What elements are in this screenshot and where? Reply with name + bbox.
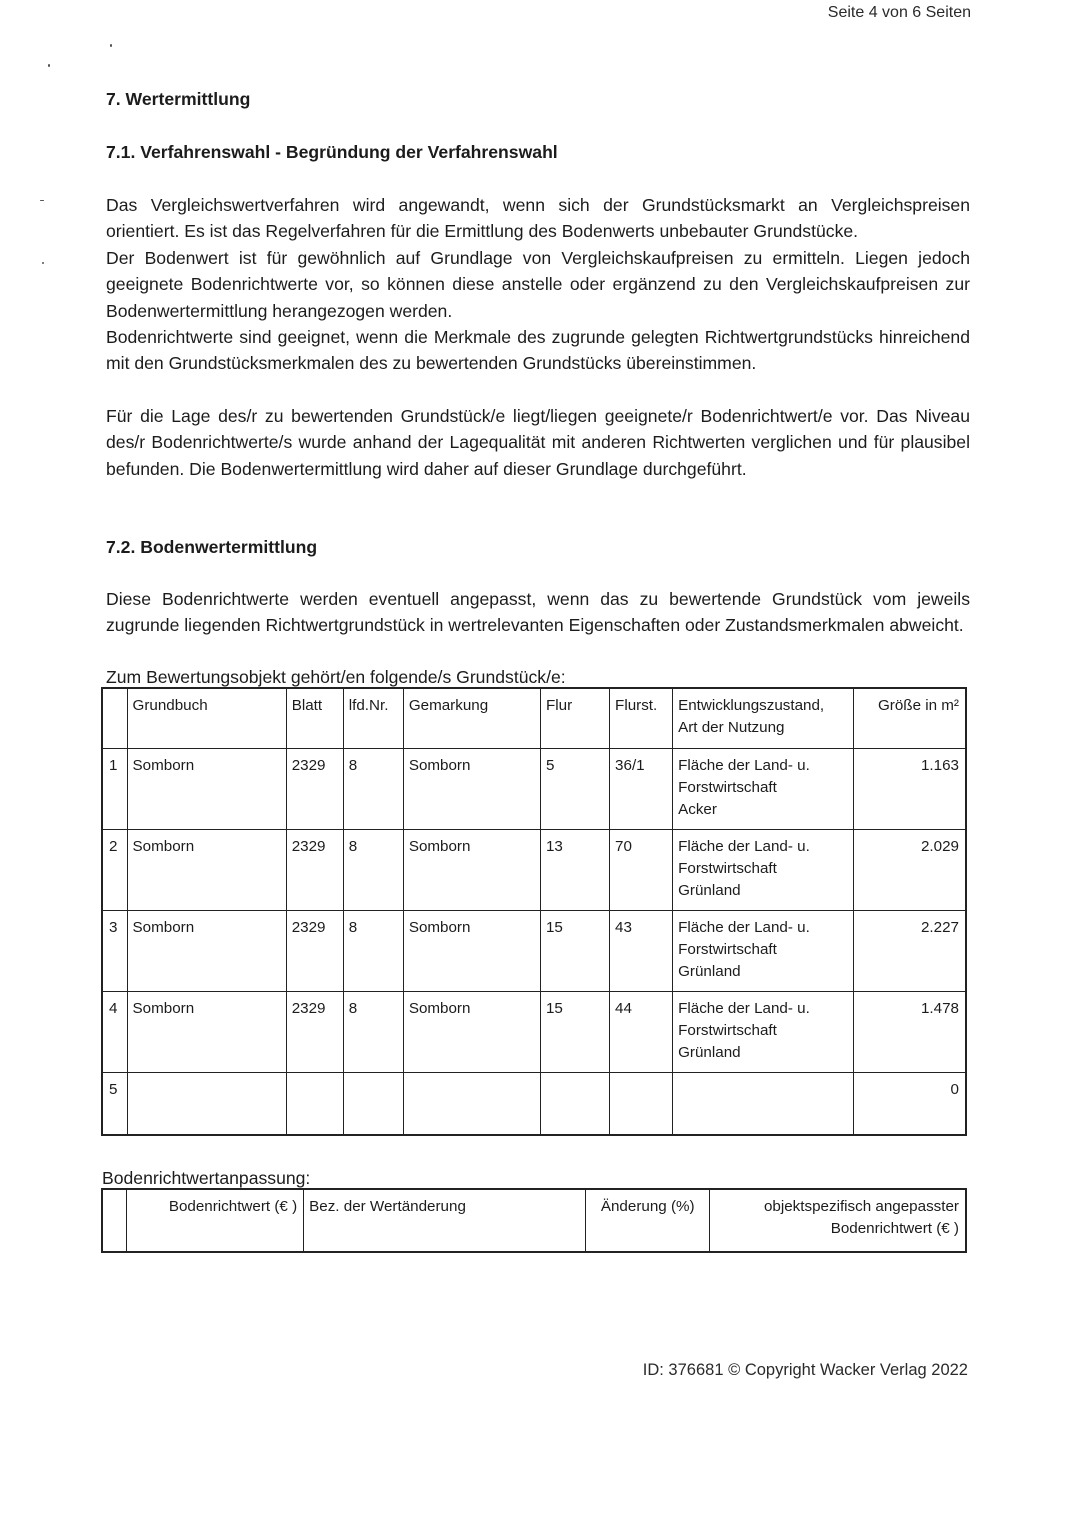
cell-gemarkung: Somborn <box>403 991 540 1072</box>
table-row <box>102 1072 966 1135</box>
cell-grundbuch: Somborn <box>127 991 286 1072</box>
row-index: 1 <box>102 748 127 829</box>
cell-lfd-nr: 8 <box>343 910 403 991</box>
table-row <box>102 991 966 1072</box>
scan-speck <box>42 262 44 264</box>
cell-blatt: 2329 <box>286 829 343 910</box>
cell-flur: 15 <box>540 991 609 1072</box>
col-index <box>102 1189 127 1252</box>
cell-nutzung <box>673 1072 854 1135</box>
page-number: Seite 4 von 6 Seiten <box>827 4 971 21</box>
row-index: 2 <box>102 829 127 910</box>
cell-flurst: 43 <box>610 910 673 991</box>
scan-speck <box>40 200 44 201</box>
copyright-footer: ID: 376681 © Copyright Wacker Verlag 2022 <box>642 1361 968 1379</box>
cell-blatt: 2329 <box>286 910 343 991</box>
cell-lfd-nr: 8 <box>343 991 403 1072</box>
col-flurst: Flurst. <box>610 688 673 749</box>
scan-speck <box>48 64 50 67</box>
document-body <box>102 86 970 1253</box>
col-aenderung: Änderung (%) <box>586 1189 710 1252</box>
cell-groesse: 2.029 <box>854 829 966 910</box>
cell-flurst: 44 <box>610 991 673 1072</box>
cell-gemarkung: Somborn <box>403 748 540 829</box>
paragraph-vergleichswert: Das Vergleichswertverfahren wird angewandt, wenn sich der Grundstücksmarkt an Vergleichspreisen orientiert. Es ist das Regelverfahren für die Ermittlung des Bodenwerts unbebauter Grundstücke. <box>106 195 970 242</box>
plots-table <box>101 687 967 1136</box>
cell-flurst <box>610 1072 673 1135</box>
plots-table-header <box>102 688 966 749</box>
row-index: 3 <box>102 910 127 991</box>
adjust-table-header <box>102 1189 966 1252</box>
cell-flurst: 70 <box>610 829 673 910</box>
plots-table-caption: Zum Bewertungsobjekt gehört/en folgende/s Grundstück/e: <box>106 666 566 687</box>
cell-blatt: 2329 <box>286 991 343 1072</box>
col-bez-wertaenderung: Bez. der Wertänderung <box>304 1189 586 1252</box>
cell-blatt: 2329 <box>286 748 343 829</box>
cell-lfd-nr: 8 <box>343 748 403 829</box>
section-7-1-title: 7.1. Verfahrenswahl - Begründung der Verfahrenswahl <box>106 142 558 162</box>
cell-gemarkung: Somborn <box>403 910 540 991</box>
cell-grundbuch: Somborn <box>127 829 286 910</box>
cell-lfd-nr: 8 <box>343 829 403 910</box>
col-flur: Flur <box>540 688 609 749</box>
scan-speck <box>110 44 112 47</box>
table-row <box>102 748 966 829</box>
adjust-table <box>101 1188 967 1253</box>
cell-nutzung: Fläche der Land- u. Forstwirtschaft Grünland <box>673 829 854 910</box>
col-index <box>102 688 127 749</box>
row-index: 4 <box>102 991 127 1072</box>
cell-gemarkung <box>403 1072 540 1135</box>
cell-groesse: 0 <box>854 1072 966 1135</box>
cell-flur: 13 <box>540 829 609 910</box>
adjust-table-caption: Bodenrichtwertanpassung: <box>102 1167 311 1188</box>
cell-nutzung: Fläche der Land- u. Forstwirtschaft Acker <box>673 748 854 829</box>
cell-lfd-nr <box>343 1072 403 1135</box>
col-grundbuch: Grundbuch <box>127 688 286 749</box>
col-angepasster-bodenrichtwert: objektspezifisch angepasster Bodenrichtwert (€ ) <box>710 1189 966 1252</box>
paragraph-anpassung: Diese Bodenrichtwerte werden eventuell angepasst, wenn das zu bewertende Grundstück vom jeweils zugrunde liegenden Richtwertgrundstück in wertrelevanten Eigenschaften oder Zustandsmerkmalen abweicht. <box>106 589 970 636</box>
cell-groesse: 1.478 <box>854 991 966 1072</box>
cell-nutzung: Fläche der Land- u. Forstwirtschaft Grünland <box>673 991 854 1072</box>
col-groesse: Größe in m² <box>854 688 966 749</box>
col-lfd-nr: lfd.Nr. <box>343 688 403 749</box>
col-blatt: Blatt <box>286 688 343 749</box>
paragraph-bodenwert: Der Bodenwert ist für gewöhnlich auf Grundlage von Vergleichskaufpreisen zu ermitteln. Liegen jedoch geeignete Bodenrichtwerte vor, so können diese anstelle oder ergänzend zu den Vergleichskaufpreisen zur Bodenwertermittlung herangezogen werden. <box>106 247 970 321</box>
cell-grundbuch: Somborn <box>127 910 286 991</box>
cell-groesse: 2.227 <box>854 910 966 991</box>
cell-grundbuch <box>127 1072 286 1135</box>
section-7-2-title: 7.2. Bodenwertermittlung <box>106 537 318 558</box>
paragraph-lage: Für die Lage des/r zu bewertenden Grundstück/e liegt/liegen geeignete/r Bodenrichtwert/e vor. Das Niveau des/r Bodenrichtwerte/s wurde anhand der Lagequalität mit anderen Richtwerten verglichen und für plausibel befunden. Die Bodenwertermittlung wird daher auf dieser Grundlage durchgeführt. <box>106 405 970 479</box>
section-7-title: 7. Wertermittlung <box>106 89 251 109</box>
table-row <box>102 829 966 910</box>
cell-gemarkung: Somborn <box>403 829 540 910</box>
table-row <box>102 910 966 991</box>
cell-grundbuch: Somborn <box>127 748 286 829</box>
cell-flur: 5 <box>540 748 609 829</box>
row-index: 5 <box>102 1072 127 1135</box>
col-entwicklung: Entwicklungszustand, Art der Nutzung <box>673 688 854 749</box>
cell-flur <box>540 1072 609 1135</box>
paragraph-bodenrichtwerte: Bodenrichtwerte sind geeignet, wenn die Merkmale des zugrunde gelegten Richtwertgrundstücks hinreichend mit den Grundstücksmerkmalen des zu bewertenden Grundstücks übereinstimmen. <box>106 327 970 374</box>
cell-blatt <box>286 1072 343 1135</box>
cell-nutzung: Fläche der Land- u. Forstwirtschaft Grünland <box>673 910 854 991</box>
cell-flur: 15 <box>540 910 609 991</box>
cell-groesse: 1.163 <box>854 748 966 829</box>
col-bodenrichtwert: Bodenrichtwert (€ ) <box>127 1189 304 1252</box>
cell-flurst: 36/1 <box>610 748 673 829</box>
col-gemarkung: Gemarkung <box>403 688 540 749</box>
